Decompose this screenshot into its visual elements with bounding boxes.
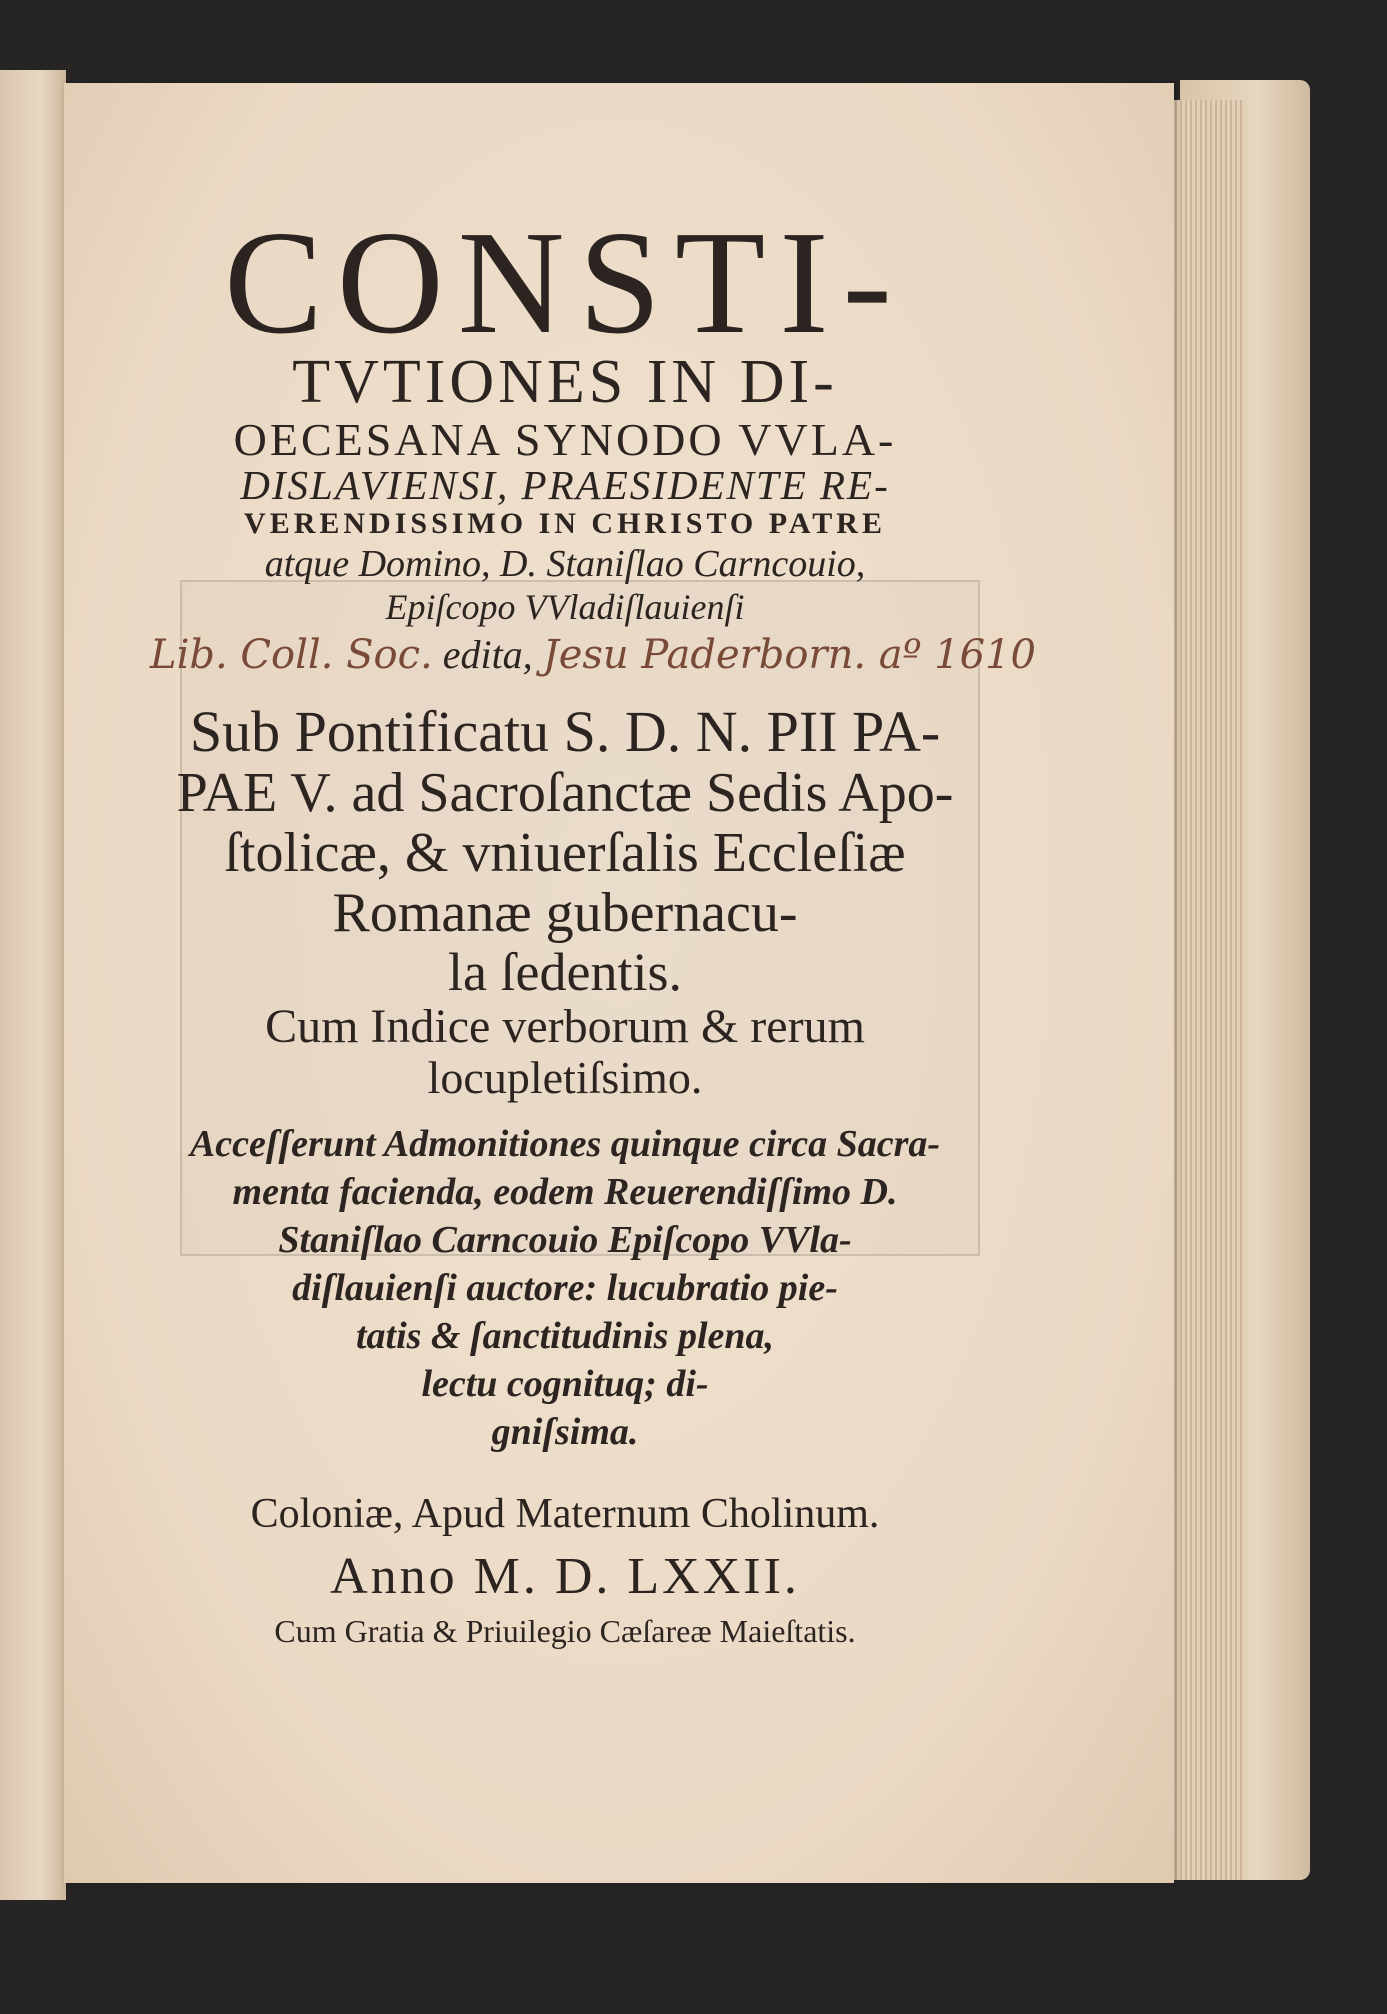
privilege-line: Cum Gratia & Priuilegio Cæſareæ Maieſtatis. (274, 1613, 856, 1649)
imprint-line: Coloniæ, Apud Maternum Cholinum. (250, 1491, 880, 1537)
title-line-6: atque Domino, D. Staniſlao Carncouio, (264, 543, 866, 585)
description-line-1: Acceſſerunt Admonitiones quinque circa Sacra- (189, 1123, 941, 1165)
description-line-4: diſlauienſi auctore: lucubratio pie- (292, 1267, 838, 1309)
handwritten-note-left: Lib. Coll. Soc. (150, 632, 433, 678)
title-line-4: DISLAVIENSI, PRAESIDENTE RE- (240, 462, 890, 508)
title-line-13: la ſedentis. (448, 942, 682, 1002)
title-line-7: Epiſcopo VVladiſlauienſi (385, 587, 745, 627)
description-line-5: tatis & ſanctitudinis plena, (355, 1315, 775, 1357)
description-line-6: lectu cognituq; di- (421, 1363, 709, 1405)
edita-word: edita, (442, 632, 533, 677)
title-line-2: TVTIONES IN DI- (292, 348, 838, 416)
handwritten-note-right: Jesu Paderborn. aº 1610 (542, 632, 1036, 678)
title-line-5: VERENDISSIMO IN CHRISTO PATRE (244, 507, 886, 540)
title-line-1: CONSTI- (224, 201, 906, 365)
left-page-edge (0, 70, 66, 1900)
title-line-9: Sub Pontificatu S. D. N. PII PA- (189, 699, 941, 764)
description-line-3: Staniſlao Carncouio Epiſcopo VVla- (278, 1219, 852, 1261)
date-line: Anno M. D. LXXII. (330, 1548, 800, 1605)
description-line-2: menta facienda, eodem Reuerendiſſimo D. (232, 1171, 898, 1213)
title-page (64, 83, 1174, 1883)
title-line-3: OECESANA SYNODO VVLA- (233, 414, 897, 465)
title-line-11: ſtolicæ, & vniuerſalis Eccleſiæ (224, 822, 906, 884)
description-line-7: gniſsima. (491, 1411, 639, 1453)
title-line-14: Cum Indice verborum & rerum (265, 1000, 865, 1053)
title-line-10: PAE V. ad Sacroſanctæ Sedis Apo- (176, 762, 954, 824)
title-line-15: locupletiſsimo. (427, 1052, 703, 1103)
handwritten-ownership-line (150, 632, 1036, 678)
title-line-12: Romanæ gubernacu- (332, 882, 798, 944)
